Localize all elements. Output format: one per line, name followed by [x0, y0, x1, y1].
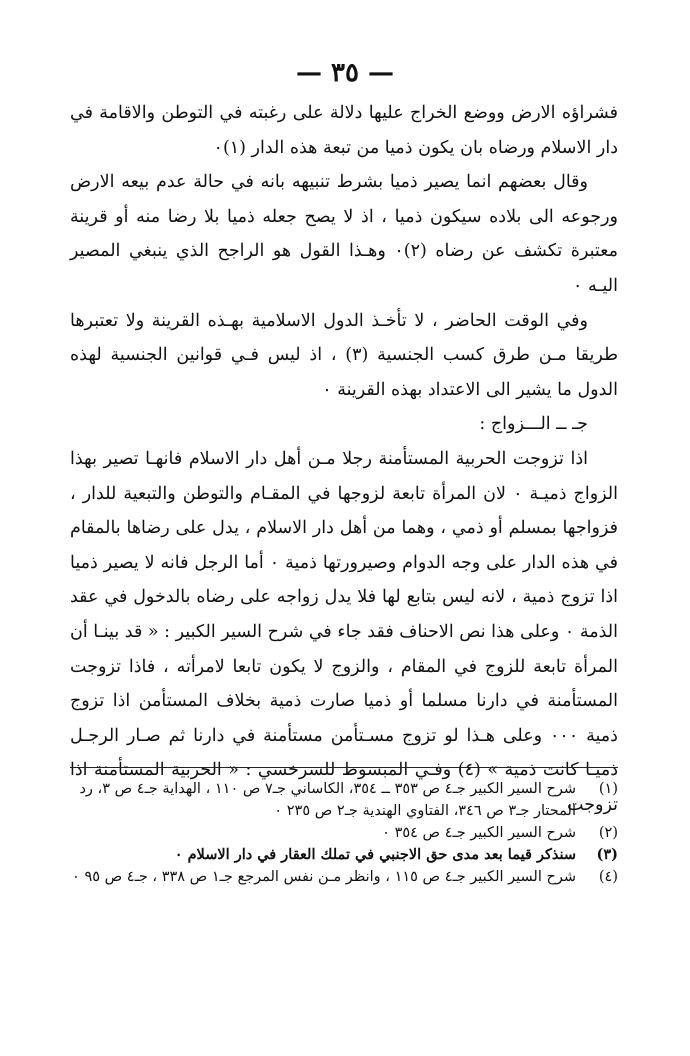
footnote [70, 866, 618, 888]
footnote-number: (٣) [596, 846, 618, 863]
footnote-number: (١) [598, 781, 618, 797]
footnote-divider [70, 767, 618, 768]
footnote [70, 822, 618, 844]
footnote-text: شرح السير الكبير جـ٤ ص ٣٥٤ ٠ [382, 825, 576, 841]
footnote [70, 778, 618, 822]
footnote-text: شرح السير الكبير جـ٤ ص ٣٥٣ ــ ٣٥٤، الكاساني جـ٧ ص ١١٠ ، الهداية جـ٤ ص ٣، رد المحتار جـ٣ ص ٣٤٦، الفتاوي الهندية جـ٢ ص ٢٣٥ ٠ [79, 781, 576, 819]
section-heading: جـ ــ الـــزواج : [479, 414, 588, 435]
footnote-number: (٢) [598, 825, 618, 841]
footnote-number: (٤) [598, 869, 618, 885]
paragraph: فشراؤه الارض ووضع الخراج عليها دلالة على رغبته في التوطن والاقامة في دار الاسلام ورضاه بان يكون ذميا من تبعة هذه الدار (١)٠ [70, 103, 618, 158]
paragraph: وقال بعضهم انما يصير ذميا بشرط تنبيهه بانه في حالة عدم بيعه الارض ورجوعه الى بلاده سيكون ذميا ، اذ لا يصح جعله ذميا بلا رضا منه أو قرينة معتبرة تكشف عن رضاه (٢)٠ وهـذا القول هو الراجح الذي ينبغي المصير اليـه ٠ [70, 172, 618, 296]
paragraph: وفي الوقت الحاضر ، لا تأخـذ الدول الاسلامية بهـذه القرينة ولا تعتبرها طريقا مـن طرق كسب الجنسية (٣) ، اذ ليس فـي قوانين الجنسية لهذه الدول ما يشير الى الاعتداد بهذه القرينة ٠ [70, 310, 618, 400]
main-text [70, 96, 618, 822]
page-number: — ٣٥ — [295, 58, 395, 88]
footnote-text: شرح السير الكبير جـ٤ ص ١١٥ ، وانظر مـن نفس المرجع جـ١ ص ٣٣٨ ، جـ٤ ص ٩٥ ٠ [72, 869, 576, 885]
footnote-text: سنذكر قيما بعد مدى حق الاجنبي في تملك العقار في دار الاسلام ٠ [174, 846, 576, 863]
footnote [70, 844, 618, 866]
paragraph: اذا تزوجت الحربية المستأمنة رجلا مـن أهل دار الاسلام فانهـا تصير بهذا الزواج ذميـة ٠ لان المرأة تابعة لزوجها في المقـام والتوطن والتبعية للدار ، فزواجها بمسلم أو ذمي ، وهما من أهل دار الاسلام ، يدل على رضاها بالمقام في هذه الدار على وجه الدوام وصيرورتها ذمية ٠ أما الرجل فانه لا يصير ذميا اذا تزوج ذمية ، لانه ليس بتابع لها فلا يدل زواجه على رضاه بالدخول في عقد الذمة ٠ وعلى هذا نص الاحناف فقد جاء في شرح السير الكبير : « قد بينـا أن المرأة تابعة للزوج في المقام ، والزوج لا يكون تابعا لامرأته ، فاذا تزوجت المستأمنة في دارنا مسلما أو ذميا صارت ذمية بخلاف المستأمن اذا تزوج ذمية ٠٠٠ وعلى هـذا لو تزوج مسـتأمن مستأمنة في دارنا ثم صـار الرجـل ذميـا كانت ذمية » (٤) وفـي المبسوط للسرخسي : « الحربية المستأمنة اذا تزوجت [70, 448, 619, 815]
footnotes [70, 778, 618, 888]
